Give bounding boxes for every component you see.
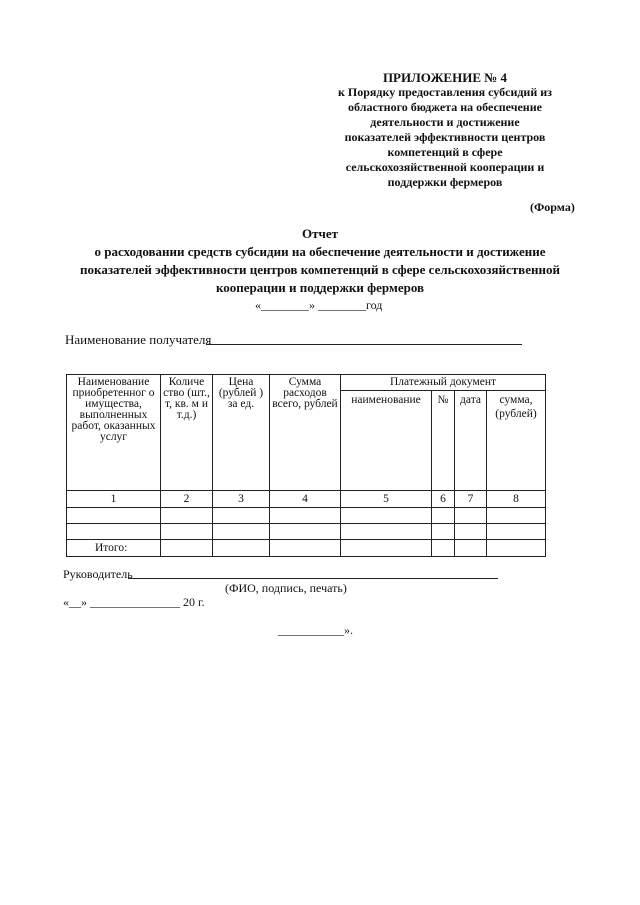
col-header-doc-number: № [432,391,455,491]
total-row [67,540,546,557]
column-number: 6 [432,491,455,508]
total-label: Итого: [67,540,161,557]
appendix-line: компетенций в сфере [387,145,503,159]
recipient-field-line [206,344,522,345]
column-number: 3 [213,491,270,508]
column-number: 1 [67,491,161,508]
column-number: 5 [341,491,432,508]
table-row [67,524,546,540]
column-number: 7 [455,491,487,508]
appendix-line: показателей эффективности центров [344,130,546,144]
report-title-line: о расходовании средств субсидии на обеспечение деятельности и достижение [94,244,546,259]
report-title-line: показателей эффективности центров компетенций в сфере сельскохозяйственной [80,262,560,277]
appendix-line: областного бюджета на обеспечение [348,100,542,114]
col-header-doc-date: дата [455,391,487,491]
appendix-header [300,70,590,190]
appendix-line: деятельности и достижение [370,115,520,129]
appendix-line: сельскохозяйственной кооперации и [345,160,545,174]
appendix-line: поддержки фермеров [387,175,503,189]
col-header-price: Цена (рублей ) за ед. [213,375,270,491]
col-header-payment-document: Платежный документ [341,375,546,391]
col-header-doc-sum: сумма, (рублей) [487,391,546,491]
column-number: 8 [487,491,546,508]
signature-date: «__» _______________ 20 г. [63,595,205,609]
fio-caption: (ФИО, подпись, печать) [225,581,347,595]
column-numbers-row [67,491,546,508]
appendix-title: ПРИЛОЖЕНИЕ № 4 [382,70,508,85]
col-header-quantity: Количе ство (шт., т, кв. м и т.д.) [161,375,213,491]
recipient-label: Наименование получателя [65,332,212,347]
appendix-line: к Порядку предоставления субсидий из [337,85,552,99]
report-title-block [60,225,580,297]
closing-line: ___________». [278,623,353,637]
manager-label: Руководитель [63,567,133,581]
report-title: Отчет [302,226,338,241]
form-label: (Форма) [530,200,575,214]
table-row [67,508,546,524]
manager-signature-line [128,578,498,579]
col-header-total-expense: Сумма расходов всего, рублей [270,375,341,491]
col-header-doc-name: наименование [341,391,432,491]
column-number: 4 [270,491,341,508]
column-number: 2 [161,491,213,508]
col-header-name: Наименование приобретенног о имущества, выполненных работ, оказанных услуг [67,375,161,491]
report-title-line: кооперации и поддержки фермеров [215,280,425,295]
expense-table [66,374,546,557]
report-period: «________» ________год [255,298,383,312]
